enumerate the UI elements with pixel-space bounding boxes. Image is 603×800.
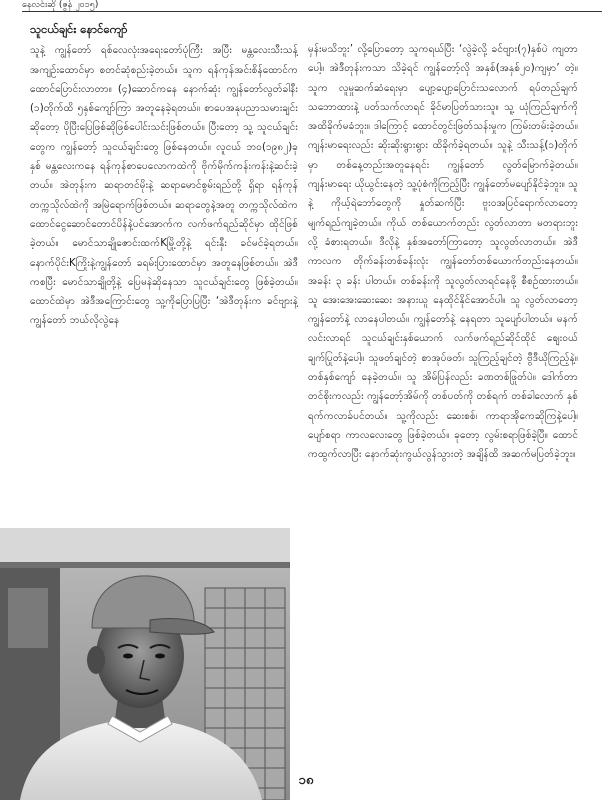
portrait-photo [0,528,290,800]
article-paragraph: မှန်းမသိဘူး’ လို့ပြောတော့ သူကရယ်ပြီး ‘လွဲခဲ့လို့ ခင်ဗျား(၇)နှစ်ပဲ ကျတာပေါ့။ အဲဒီတုန်းကသာ သိခဲ့ရင် ကျွန်တော့်လို အနှစ်(အနှစ်၂၀)ကျမှာ’ တဲ့။ သူက လူမှုဆက်ဆံရေးမှာ ပျော့ပျော့ပြောင်းသလောက် ရပ်တည်ချက်သဘောထားနဲ့ ပတ်သက်လာရင် ခိုင်မာပြတ်သားသူ။ သူ့ ယုံကြည်ချက်ကိုအထိခိုက်မခံဘူး။ ဒါကြောင့် ထောင်တွင်းဖြတ်သန်းမှုက ကြမ်းတမ်းခဲ့တယ်။ ကျန်းမာရေးလည်း ဆိုးဆိုးရွားရွား ထိခိုက်ခဲ့ရတယ်။ သူနဲ့ သီးသန့်(၁)တိုက်မှာ တစ်နေ့တည်းအတူနေရင်း ကျွန်တော် လွတ်မြောက်ခဲ့တယ်။ ကျန်းမာရေး ယိုယွင်းနေတဲ့ သူ့ပုံစံကိုကြည့်ပြီး ကျွန်တော်မပျော်နိုင်ခဲ့ဘူး။ သူနဲ့ ကိုယ့်ရဲဘော်တွေကို နှုတ်ဆက်ပြီး ဗူးဝအပြင်ရောက်လာတော့ မျက်ရည်ကျခဲ့တယ်။ ကိုယ် တစ်ယောက်တည်း လွတ်လာတာ မတရားဘူးလို့ ခံစားရတယ်။ ဒီလိုနဲ့ နှစ်အတော်ကြာတော့ သူလွတ်လာတယ်။ အဲဒီကာလက တိုက်ခန်းတစ်ခန်းလုံး ကျွန်တော်တစ်ယောက်တည်းနေတယ်။ အခန်း ၃ ခန်း ပါတယ်။ တစ်ခန်းကို သူလွတ်လာရင်နေဖို့ စီစဉ်ထားတယ်။ သူ အေးအေးဆေးဆေး အနားယူ နေထိုင်နိုင်အောင်ပါ။ သူ လွတ်လာတော့ ကျွန်တော်နဲ့ လာနေပါတယ်။ ကျွန်တော်နဲ့ နေရတာ သူပျော်ပါတယ်။ မနက်လင်းလာရင် သူငယ်ချင်းနှစ်ယောက် လက်ဖက်ရည်ဆိုင်ထိုင် စျေးဝယ် ချက်ပြုတ်နဲ့ပေါ့။ သူဖတ်ချင်တဲ့ စာအုပ်ဖတ်၊ သူကြည့်ချင်တဲ့ ဗွီဒီယိုကြည့်နဲ့။ တစ်နှစ်ကျော် နေခဲ့တယ်။ သူ အိမ်ပြန်လည်း ခဏတစ်ဖြုတ်ပဲ။ ဒေါက်တာတင်စိုးကလည်း ကျွန်တော့်အိမ်ကို တစ်ပတ်ကို တစ်ရက် တစ်ခါလောက် နှစ်ရက်ကလာခ်ပင်တယ်။ သူ့ကိုလည်း ဆေးစစ်၊ ကာရာအိုကေဆိုကြနဲ့ပေါ့။ ပျော်စရာ ကာလလေးတွေ ဖြစ်ခဲ့တယ်။ ခုတော့ လွမ်းစရာဖြစ်ခဲ့ပြီ။ ထောင်ကထွက်လာပြီး နောက်ဆုံးကွယ်လွန်သွားတဲ့ အချိန်ထိ အဆက်မပြတ်ခဲ့ဘူး။ [308,44,578,461]
portrait-illustration [0,528,290,800]
section-title: သူငယ်ချင်း နောင်ကျော် [30,22,128,36]
running-header [22,0,602,12]
article-column-right [308,40,578,780]
running-title: နေလင်းဆို (ဇွန် ၂၀၁၅) [22,0,99,10]
page-number: ၁၈ [298,773,314,788]
header-rule [22,11,602,12]
article-paragraph: သူနဲ့ ကျွန်တော် ရစ်လေလုံးအရေးတော်ပုံကြီး အပြီး မန္တလေးသီးသန့် အကျဉ်းထောင်မှာ စတင်ဆုံစည်းခဲ့တယ်။ သူက ရန်ကုန်အင်းစိန်ထောင်က ထောင်ပြောင်းလာတာ။ (၄)ဆောင်ကနေ နောက်ဆုံး ကျွန်တော်လွတ်ခါနီး (၁)တိုက်ထိ ၅နှစ်ကျော်ကြာ အတူနေခဲ့ရတယ်။ စာပေအနုပညာသမားချင်းဆိုတော့ ပိုပြီးပြေဖြစ်ဆိုဖြစ်ပေါင်းသင်းဖြစ်တယ်။ ပြီးတော့ သူ့ သူငယ်ချင်းတွေက ကျွန်တော့် သူငယ်ချင်းတွေ ဖြစ်နေတယ်။ လူငယ် ဘ၀(၁၉၈၂)ခုနှစ် မန္တလေးကနေ ရန်ကုန်စာပေလောကထဲကို ဗိုက်မိုက်ကန်းကန်းနဲ့ဆင်းခဲ့တယ်။ အဲတုန်းက ဆရာတင်မိုးနဲ့ ဆရာမောင်စွမ်းရည်တို့ ရှိရာ ရန်ကုန်တက္ကသိုလ်ထဲကို အမြဲရောက်ဖြစ်တယ်။ ဆရာတွေနဲ့အတူ တက္ကသိုလ်ထဲက ထောင်ငွေဆောင်တောင်ပိန်နဲ့ပင်အောက်က လက်ဖက်ရည်ဆိုင်မှာ ထိုင်ဖြစ်ခဲ့တယ်။ မောင်သာချိုဇောင်းထက်Kမြို့တို့နဲ့ ရင်းနှီး ခင်မင်ခဲ့ရတယ်။ နောက်ပိုင်းKကြိုးနဲ့ကျွန်တော် ခရမ်းပြားထောင်မှာ အတူနေဖြစ်တယ်။ အဲဒီကစပြီး မောင်သာချိုတို့နဲ့ ပြေမနဲဆိုနေသာ သူငယ်ချင်းတွေ ဖြစ်ခဲ့တယ်။ ထောင်ထဲမှာ အဲဒီအကြောင်းတွေ သူ့ကိုပြောပြပြီး ‘အဲဒီတုန်းက ခင်ဗျားနဲ့ကျွန်တော် ဘယ်လိုလွဲနေ [30,45,298,327]
article-column-left [30,20,298,530]
